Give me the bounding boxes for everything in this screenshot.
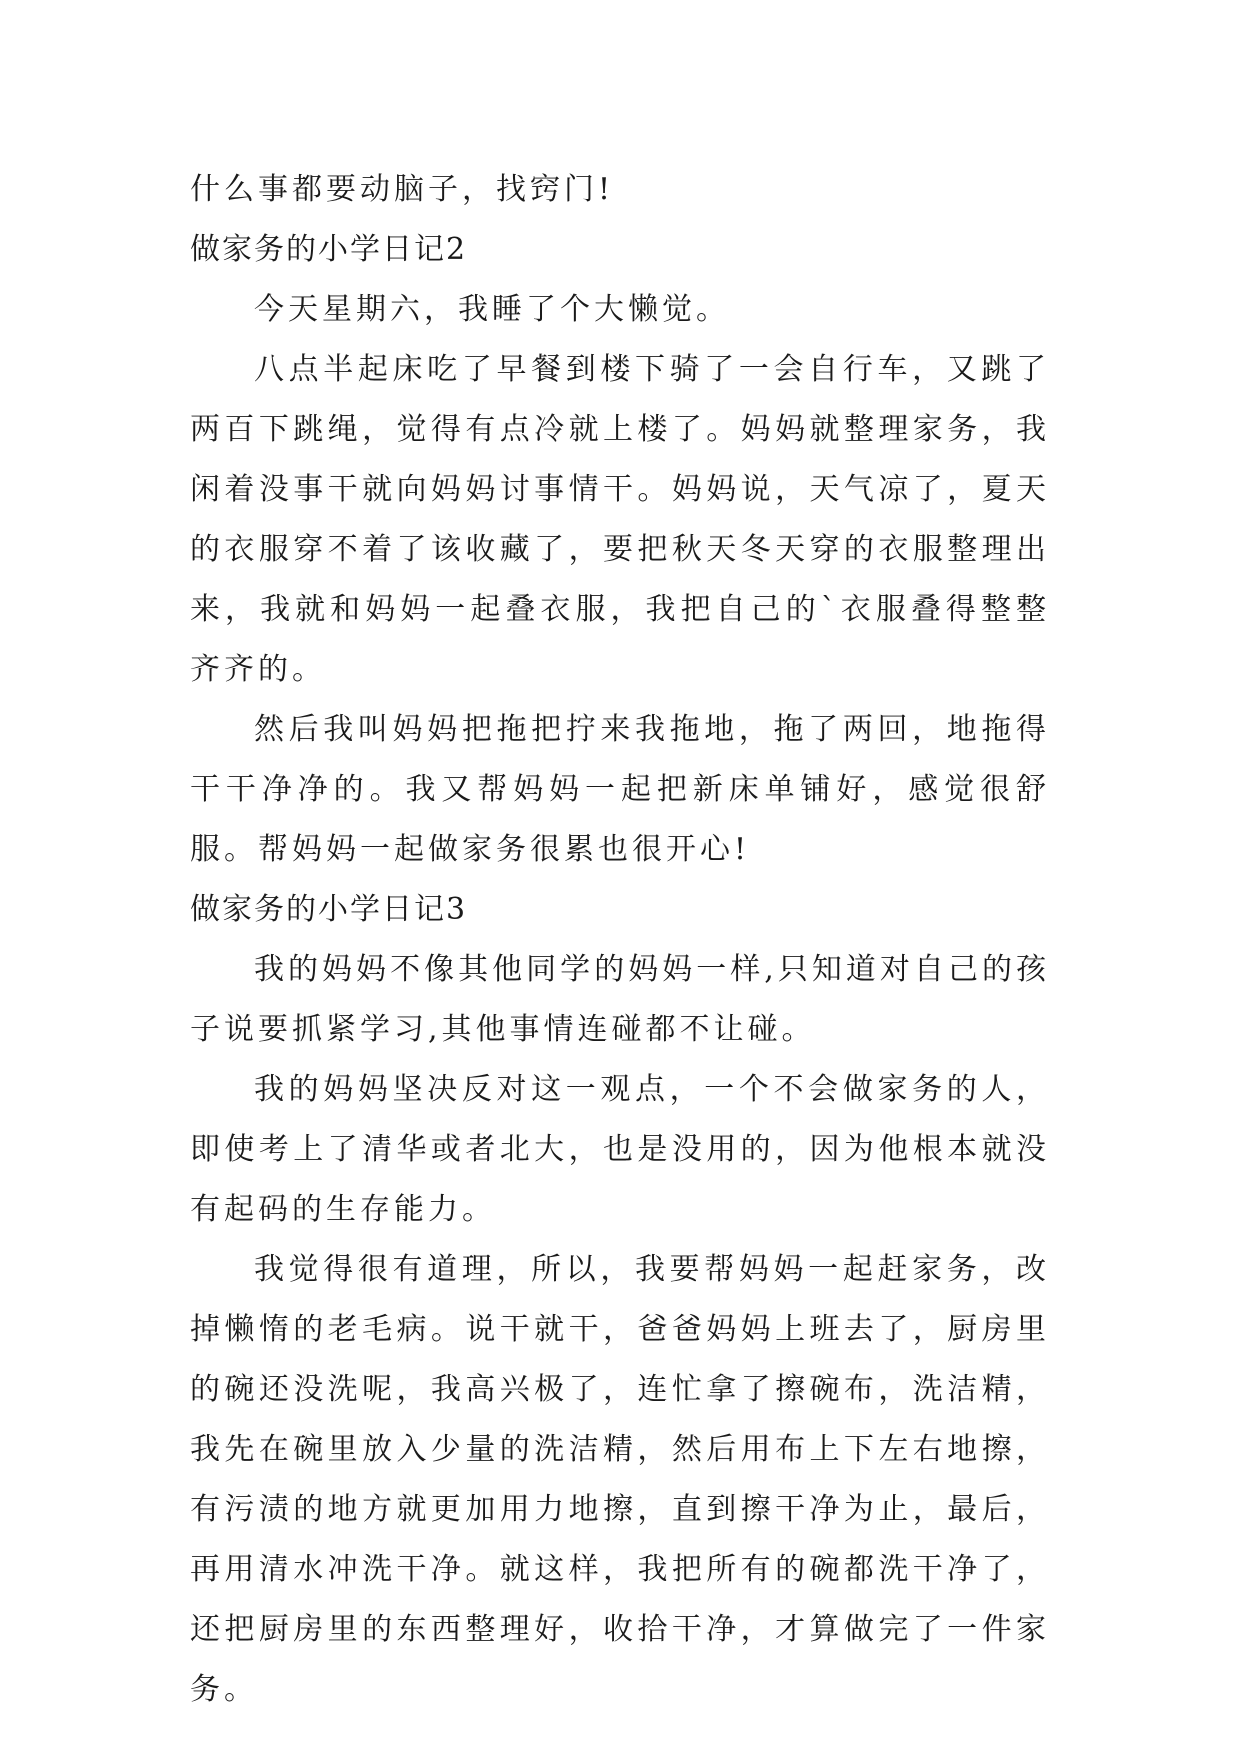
paragraph: 然后我叫妈妈把拖把拧来我拖地，拖了两回，地拖得干干净净的。我又帮妈妈一起把新床单铺好，感觉很舒服。帮妈妈一起做家务很累也很开心! [190,712,1050,867]
continuation-text: 什么事都要动脑子，找窍门! [190,172,615,207]
paragraph: 我的妈妈不像其他同学的妈妈一样,只知道对自己的孩子说要抓紧学习,其他事情连碰都不让碰。 [190,952,1050,1047]
diary-section-2 [190,220,1050,880]
paragraph: 我觉得很有道理，所以，我要帮妈妈一起赶家务，改掉懒惰的老毛病。说干就干，爸爸妈妈上班去了，厨房里的碗还没洗呢，我高兴极了，连忙拿了擦碗布，洗洁精，我先在碗里放入少量的洗洁精，然后用布上下左右地擦，有污渍的地方就更加用力地擦，直到擦干净为止，最后，再用清水冲洗干净。就这样，我把所有的碗都洗干净了，还把厨房里的东西整理好，收拾干净，才算做完了一件家务。 [190,1252,1050,1707]
paragraph: 我的妈妈坚决反对这一观点，一个不会做家务的人，即使考上了清华或者北大，也是没用的，因为他根本就没有起码的生存能力。 [190,1072,1050,1227]
document-body [190,160,1050,1720]
diary-section-3 [190,880,1050,1720]
section-title: 做家务的小学日记3 [190,892,468,927]
section-title: 做家务的小学日记2 [190,232,468,267]
paragraph: 今天星期六，我睡了个大懒觉。 [254,292,730,327]
paragraph: 八点半起床吃了早餐到楼下骑了一会自行车，又跳了两百下跳绳，觉得有点冷就上楼了。妈妈就整理家务，我闲着没事干就向妈妈讨事情干。妈妈说，天气凉了，夏天的衣服穿不着了该收藏了，要把秋天冬天穿的衣服整理出来，我就和妈妈一起叠衣服，我把自己的`衣服叠得整整齐齐的。 [190,352,1050,687]
